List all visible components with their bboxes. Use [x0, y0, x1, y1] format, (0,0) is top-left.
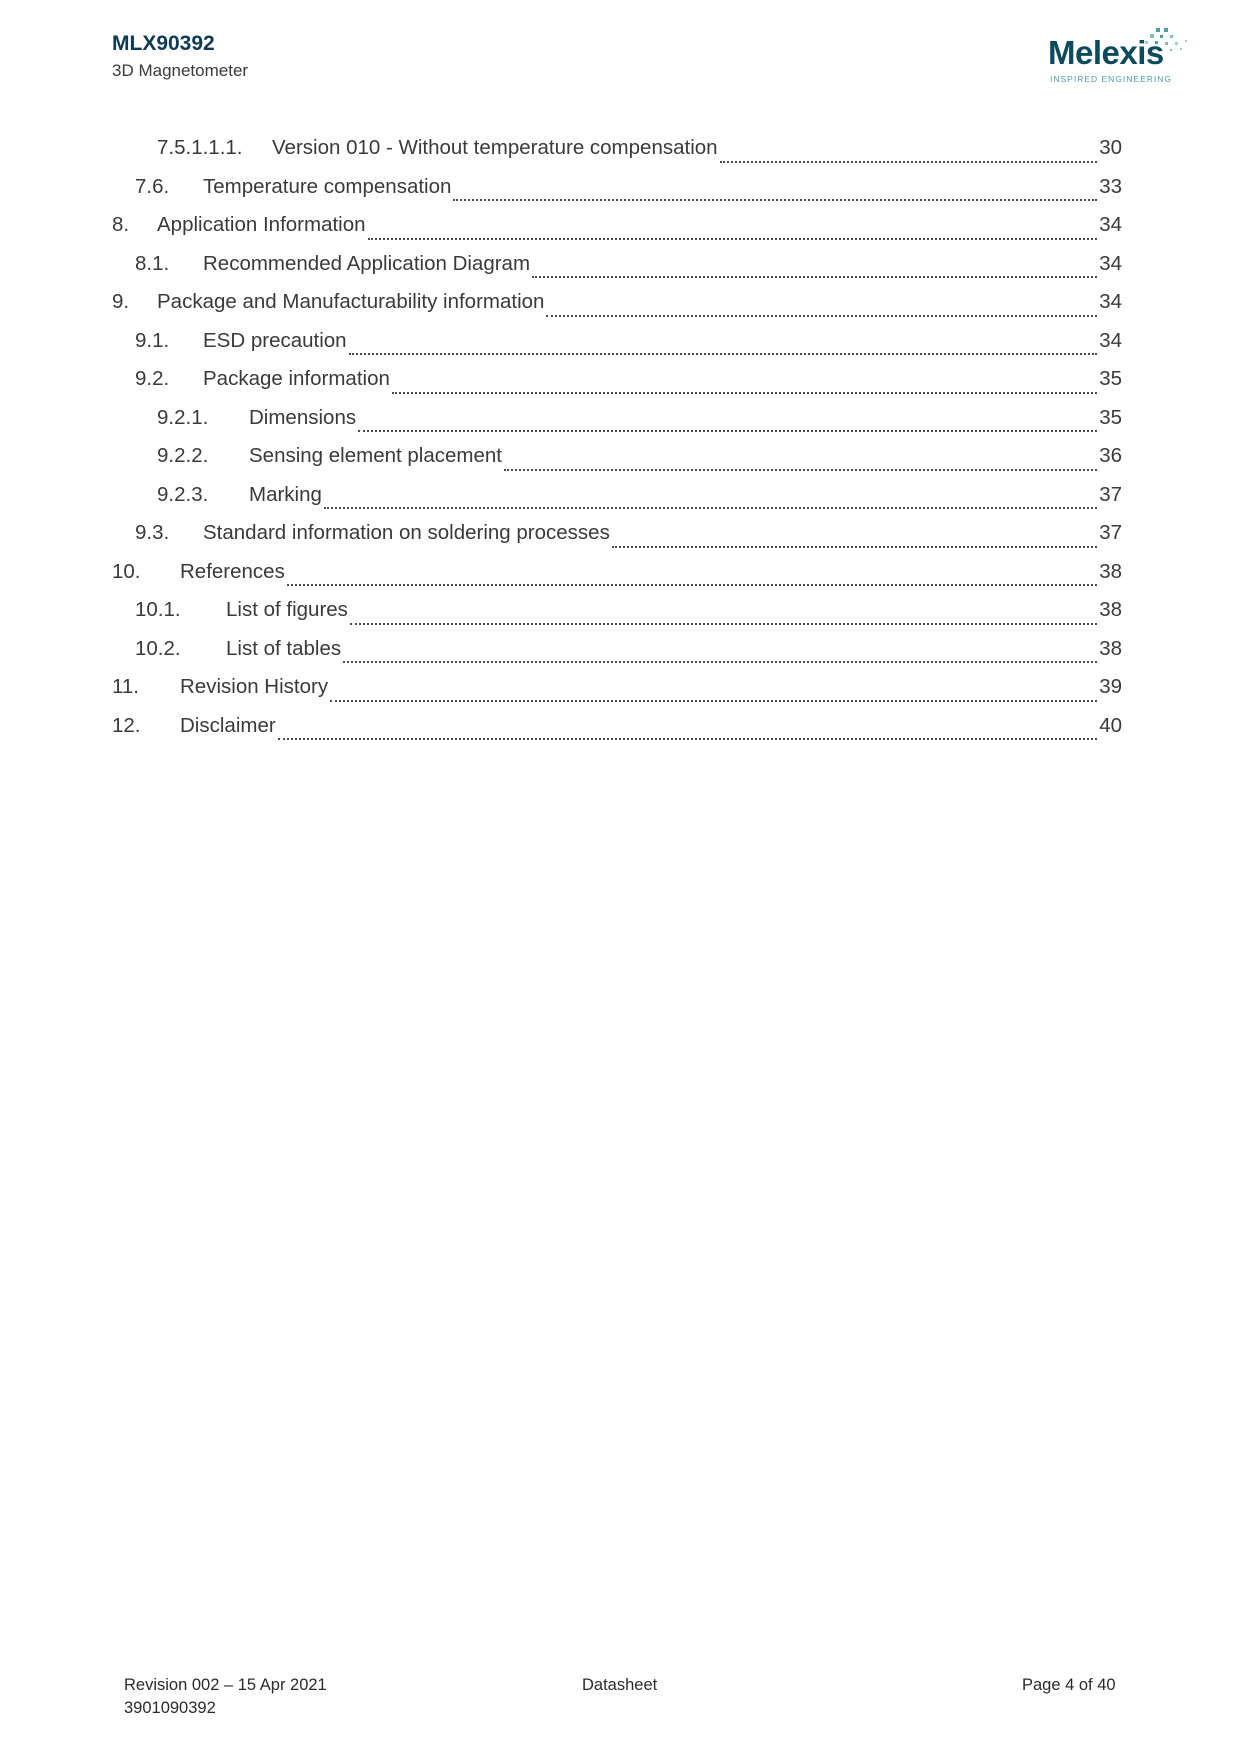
toc-dot-leader — [278, 738, 1098, 740]
toc-dot-leader — [546, 315, 1097, 317]
toc-entry-page[interactable]: 37 — [1099, 521, 1122, 544]
toc-entry-page[interactable]: 30 — [1099, 136, 1122, 159]
toc-entry-number: 7.6. — [135, 174, 170, 198]
logo-wordmark: Melexis — [1048, 34, 1164, 71]
toc-entry[interactable] — [112, 367, 1122, 406]
toc-entry-number: 9.2.1. — [157, 405, 209, 429]
toc-entry-title[interactable]: Temperature compensation — [203, 174, 452, 198]
logo-tagline: INSPIRED ENGINEERING — [1050, 74, 1173, 84]
toc-entry-number: 9.2.3. — [157, 482, 209, 506]
toc-dot-leader — [392, 392, 1097, 394]
toc-entry[interactable] — [112, 406, 1122, 445]
toc-entry-title[interactable]: ESD precaution — [203, 328, 347, 352]
toc-entry-page[interactable]: 40 — [1099, 713, 1122, 737]
toc-dot-leader — [612, 546, 1097, 548]
toc-dot-leader — [532, 276, 1097, 278]
toc-entry-title[interactable]: Version 010 - Without temperature compensation — [272, 136, 718, 159]
toc-dot-leader — [453, 199, 1097, 201]
toc-entry-number: 10. — [112, 559, 141, 583]
toc-entry-number: 7.5.1.1.1. — [157, 136, 243, 159]
toc-entry[interactable] — [112, 252, 1122, 291]
toc-entry-page[interactable]: 39 — [1099, 675, 1122, 698]
footer-page-number: Page 4 of 40 — [1022, 1676, 1116, 1694]
toc-dot-leader — [343, 661, 1097, 663]
toc-entry[interactable] — [112, 598, 1122, 637]
toc-entry[interactable] — [112, 444, 1122, 483]
toc-entry-title[interactable]: Application Information — [157, 213, 366, 236]
footer-doc-number: 3901090392 — [124, 1699, 216, 1717]
toc-entry[interactable] — [112, 483, 1122, 522]
toc-entry[interactable] — [112, 521, 1122, 560]
toc-dot-leader — [350, 623, 1097, 625]
footer-doc-type: Datasheet — [582, 1676, 658, 1694]
toc-entry-page[interactable]: 34 — [1099, 290, 1122, 313]
toc-dot-leader — [358, 430, 1097, 432]
toc-entry-number: 9.3. — [135, 521, 170, 544]
toc-entry-title[interactable]: List of tables — [226, 636, 342, 660]
melexis-logo — [1040, 24, 1190, 84]
toc-entry-title[interactable]: Recommended Application Diagram — [203, 251, 531, 275]
toc-entry[interactable] — [112, 637, 1122, 676]
toc-entry[interactable] — [112, 714, 1122, 753]
toc-entry-page[interactable]: 38 — [1099, 636, 1122, 660]
toc-entry-number: 9.1. — [135, 328, 170, 352]
toc-entry-title[interactable]: Package and Manufacturability information — [157, 290, 545, 313]
toc-entry-page[interactable]: 37 — [1099, 482, 1122, 506]
toc-entry-title[interactable]: References — [180, 559, 285, 583]
toc-entry-page[interactable]: 35 — [1099, 405, 1122, 429]
toc-dot-leader — [368, 238, 1098, 240]
toc-entry[interactable] — [112, 329, 1122, 368]
toc-entry[interactable] — [112, 675, 1122, 714]
toc-dot-leader — [720, 161, 1098, 163]
toc-entry-page[interactable]: 34 — [1099, 251, 1122, 275]
toc-entry-number: 9.2. — [135, 367, 170, 390]
toc-entry-page[interactable]: 34 — [1099, 328, 1122, 352]
toc-entry-number: 11. — [112, 675, 139, 698]
toc-entry-title[interactable]: List of figures — [226, 598, 348, 621]
toc-entry-title[interactable]: Marking — [249, 482, 322, 506]
footer-revision: Revision 002 – 15 Apr 2021 — [124, 1676, 327, 1694]
toc-entry-page[interactable]: 33 — [1099, 174, 1122, 198]
toc-entry-title[interactable]: Sensing element placement — [249, 444, 502, 467]
toc-entry-number: 9. — [112, 290, 130, 313]
toc-entry[interactable] — [112, 136, 1122, 175]
toc-entry[interactable] — [112, 290, 1122, 329]
toc-entry-page[interactable]: 38 — [1099, 598, 1122, 621]
toc-dot-leader — [330, 700, 1097, 702]
toc-entry-number: 10.1. — [135, 598, 181, 621]
toc-dot-leader — [287, 584, 1097, 586]
toc-entry-number: 9.2.2. — [157, 444, 209, 467]
toc-dot-leader — [504, 469, 1097, 471]
toc-entry-title[interactable]: Revision History — [180, 675, 329, 698]
toc-entry-page[interactable]: 36 — [1099, 444, 1122, 467]
toc-dot-leader — [324, 507, 1097, 509]
toc-entry-number: 10.2. — [135, 636, 181, 660]
toc-entry-title[interactable]: Package information — [203, 367, 390, 390]
toc-entry-page[interactable]: 38 — [1099, 559, 1122, 583]
toc-entry-number: 8.1. — [135, 251, 170, 275]
product-subtitle: 3D Magnetometer — [112, 61, 249, 80]
toc-entry-page[interactable]: 35 — [1099, 367, 1122, 390]
toc-dot-leader — [349, 353, 1098, 355]
toc-entry-page[interactable]: 34 — [1099, 213, 1122, 236]
toc-entry-title[interactable]: Dimensions — [249, 405, 357, 429]
toc-entry-number: 12. — [112, 713, 141, 737]
table-of-contents — [112, 136, 1122, 752]
toc-entry-number: 8. — [112, 213, 130, 236]
toc-entry[interactable] — [112, 175, 1122, 214]
product-title: MLX90392 — [112, 32, 215, 55]
toc-entry[interactable] — [112, 560, 1122, 599]
toc-entry[interactable] — [112, 213, 1122, 252]
toc-entry-title[interactable]: Disclaimer — [180, 713, 276, 737]
toc-entry-title[interactable]: Standard information on soldering processes — [203, 521, 610, 544]
